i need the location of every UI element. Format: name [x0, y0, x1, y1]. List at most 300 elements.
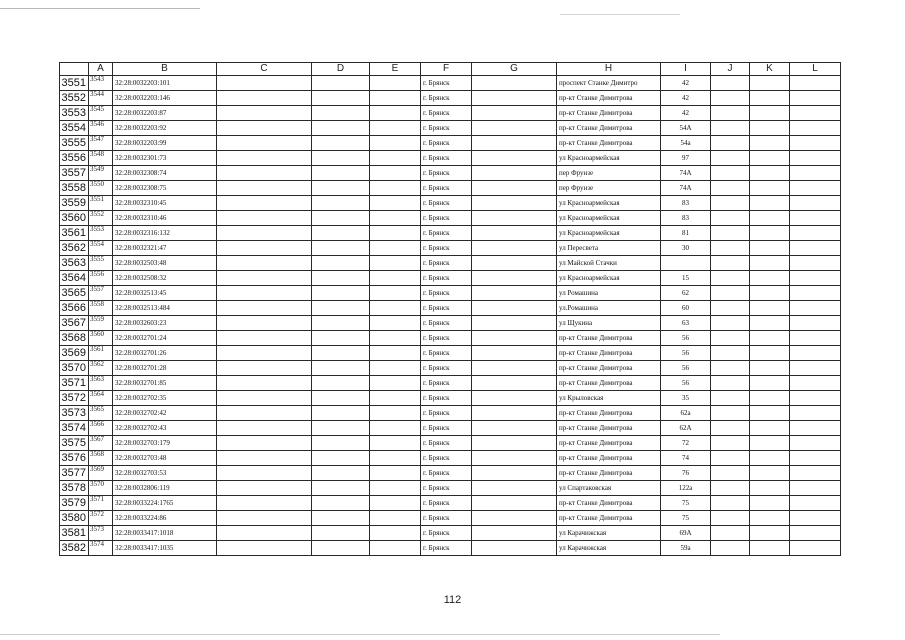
- cell-k[interactable]: [750, 301, 790, 316]
- cell-k[interactable]: [750, 346, 790, 361]
- cell-l[interactable]: [790, 481, 841, 496]
- cell-b[interactable]: 32:28:0032310:45: [113, 196, 217, 211]
- cell-a[interactable]: 3572: [89, 511, 113, 526]
- cell-e[interactable]: [370, 376, 421, 391]
- cell-f[interactable]: г. Брянск: [421, 166, 472, 181]
- cell-a[interactable]: 3551: [89, 196, 113, 211]
- cell-f[interactable]: г. Брянск: [421, 301, 472, 316]
- column-header-a[interactable]: A: [89, 63, 113, 76]
- cell-d[interactable]: [312, 256, 370, 271]
- cell-g[interactable]: [472, 241, 557, 256]
- cell-k[interactable]: [750, 481, 790, 496]
- row-number[interactable]: 3552: [60, 91, 89, 106]
- cell-b[interactable]: 32:28:0032308:75: [113, 181, 217, 196]
- cell-d[interactable]: [312, 331, 370, 346]
- cell-i[interactable]: 74А: [661, 166, 711, 181]
- cell-a[interactable]: 3543: [89, 76, 113, 91]
- column-header-d[interactable]: D: [312, 63, 370, 76]
- cell-d[interactable]: [312, 211, 370, 226]
- cell-h[interactable]: пр-кт Станке Димитрова: [557, 421, 661, 436]
- cell-c[interactable]: [217, 256, 312, 271]
- cell-b[interactable]: 32:28:0033224:86: [113, 511, 217, 526]
- cell-j[interactable]: [711, 181, 750, 196]
- cell-e[interactable]: [370, 256, 421, 271]
- cell-a[interactable]: 3549: [89, 166, 113, 181]
- row-number[interactable]: 3566: [60, 301, 89, 316]
- cell-e[interactable]: [370, 406, 421, 421]
- cell-j[interactable]: [711, 256, 750, 271]
- cell-a[interactable]: 3569: [89, 466, 113, 481]
- cell-i[interactable]: 83: [661, 211, 711, 226]
- cell-e[interactable]: [370, 181, 421, 196]
- cell-j[interactable]: [711, 466, 750, 481]
- row-number[interactable]: 3581: [60, 526, 89, 541]
- cell-d[interactable]: [312, 286, 370, 301]
- row-number[interactable]: 3571: [60, 376, 89, 391]
- cell-l[interactable]: [790, 211, 841, 226]
- cell-c[interactable]: [217, 151, 312, 166]
- cell-a[interactable]: 3558: [89, 301, 113, 316]
- cell-f[interactable]: г. Брянск: [421, 541, 472, 556]
- cell-h[interactable]: ул Ромашина: [557, 286, 661, 301]
- cell-d[interactable]: [312, 421, 370, 436]
- cell-e[interactable]: [370, 466, 421, 481]
- cell-d[interactable]: [312, 406, 370, 421]
- cell-c[interactable]: [217, 121, 312, 136]
- cell-c[interactable]: [217, 226, 312, 241]
- row-number[interactable]: 3559: [60, 196, 89, 211]
- cell-e[interactable]: [370, 451, 421, 466]
- cell-d[interactable]: [312, 391, 370, 406]
- cell-g[interactable]: [472, 346, 557, 361]
- cell-f[interactable]: г. Брянск: [421, 496, 472, 511]
- cell-i[interactable]: 35: [661, 391, 711, 406]
- cell-g[interactable]: [472, 196, 557, 211]
- cell-a[interactable]: 3550: [89, 181, 113, 196]
- cell-b[interactable]: 32:28:0032806:119: [113, 481, 217, 496]
- cell-a[interactable]: 3565: [89, 406, 113, 421]
- cell-f[interactable]: г. Брянск: [421, 76, 472, 91]
- cell-j[interactable]: [711, 316, 750, 331]
- cell-g[interactable]: [472, 421, 557, 436]
- cell-i[interactable]: 72: [661, 436, 711, 451]
- cell-j[interactable]: [711, 511, 750, 526]
- cell-b[interactable]: 32:28:0032203:99: [113, 136, 217, 151]
- column-header-g[interactable]: G: [472, 63, 557, 76]
- cell-l[interactable]: [790, 361, 841, 376]
- cell-k[interactable]: [750, 106, 790, 121]
- cell-i[interactable]: 62а: [661, 406, 711, 421]
- cell-a[interactable]: 3568: [89, 451, 113, 466]
- cell-k[interactable]: [750, 211, 790, 226]
- cell-f[interactable]: г. Брянск: [421, 106, 472, 121]
- cell-k[interactable]: [750, 196, 790, 211]
- cell-l[interactable]: [790, 121, 841, 136]
- cell-i[interactable]: 62: [661, 286, 711, 301]
- cell-d[interactable]: [312, 496, 370, 511]
- cell-a[interactable]: 3561: [89, 346, 113, 361]
- cell-l[interactable]: [790, 331, 841, 346]
- cell-d[interactable]: [312, 196, 370, 211]
- cell-h[interactable]: пр-кт Станке Димитрова: [557, 406, 661, 421]
- cell-i[interactable]: 15: [661, 271, 711, 286]
- cell-l[interactable]: [790, 436, 841, 451]
- cell-d[interactable]: [312, 361, 370, 376]
- cell-c[interactable]: [217, 406, 312, 421]
- row-number[interactable]: 3551: [60, 76, 89, 91]
- cell-f[interactable]: г. Брянск: [421, 481, 472, 496]
- cell-d[interactable]: [312, 136, 370, 151]
- cell-c[interactable]: [217, 541, 312, 556]
- cell-h[interactable]: пр-кт Станке Димитрова: [557, 511, 661, 526]
- cell-l[interactable]: [790, 136, 841, 151]
- cell-g[interactable]: [472, 211, 557, 226]
- cell-k[interactable]: [750, 526, 790, 541]
- cell-e[interactable]: [370, 436, 421, 451]
- cell-k[interactable]: [750, 136, 790, 151]
- cell-j[interactable]: [711, 196, 750, 211]
- cell-b[interactable]: 32:28:0032308:74: [113, 166, 217, 181]
- cell-d[interactable]: [312, 466, 370, 481]
- cell-j[interactable]: [711, 406, 750, 421]
- cell-b[interactable]: 32:28:0032203:101: [113, 76, 217, 91]
- cell-k[interactable]: [750, 391, 790, 406]
- cell-i[interactable]: 42: [661, 91, 711, 106]
- cell-c[interactable]: [217, 106, 312, 121]
- cell-j[interactable]: [711, 166, 750, 181]
- cell-a[interactable]: 3573: [89, 526, 113, 541]
- cell-d[interactable]: [312, 316, 370, 331]
- cell-h[interactable]: ул Щукина: [557, 316, 661, 331]
- cell-l[interactable]: [790, 76, 841, 91]
- cell-d[interactable]: [312, 121, 370, 136]
- cell-c[interactable]: [217, 91, 312, 106]
- cell-l[interactable]: [790, 196, 841, 211]
- cell-h[interactable]: пр-кт Станке Димитрова: [557, 331, 661, 346]
- cell-a[interactable]: 3570: [89, 481, 113, 496]
- cell-g[interactable]: [472, 511, 557, 526]
- cell-e[interactable]: [370, 346, 421, 361]
- row-number[interactable]: 3572: [60, 391, 89, 406]
- cell-h[interactable]: пр-кт Станке Димитрова: [557, 436, 661, 451]
- cell-g[interactable]: [472, 301, 557, 316]
- corner-cell[interactable]: [60, 63, 89, 76]
- cell-b[interactable]: 32:28:0032702:35: [113, 391, 217, 406]
- cell-e[interactable]: [370, 121, 421, 136]
- cell-f[interactable]: г. Брянск: [421, 91, 472, 106]
- cell-j[interactable]: [711, 286, 750, 301]
- cell-a[interactable]: 3545: [89, 106, 113, 121]
- cell-a[interactable]: 3564: [89, 391, 113, 406]
- cell-a[interactable]: 3546: [89, 121, 113, 136]
- cell-j[interactable]: [711, 496, 750, 511]
- cell-d[interactable]: [312, 151, 370, 166]
- cell-f[interactable]: г. Брянск: [421, 436, 472, 451]
- cell-g[interactable]: [472, 121, 557, 136]
- cell-l[interactable]: [790, 271, 841, 286]
- cell-i[interactable]: 76: [661, 466, 711, 481]
- cell-f[interactable]: г. Брянск: [421, 466, 472, 481]
- cell-f[interactable]: г. Брянск: [421, 181, 472, 196]
- cell-b[interactable]: 32:28:0032310:46: [113, 211, 217, 226]
- cell-i[interactable]: 56: [661, 346, 711, 361]
- cell-j[interactable]: [711, 346, 750, 361]
- cell-i[interactable]: 42: [661, 76, 711, 91]
- cell-i[interactable]: [661, 256, 711, 271]
- row-number[interactable]: 3576: [60, 451, 89, 466]
- cell-a[interactable]: 3557: [89, 286, 113, 301]
- cell-k[interactable]: [750, 271, 790, 286]
- cell-c[interactable]: [217, 391, 312, 406]
- cell-h[interactable]: пр-кт Станке Димитрова: [557, 136, 661, 151]
- row-number[interactable]: 3575: [60, 436, 89, 451]
- cell-g[interactable]: [472, 181, 557, 196]
- cell-l[interactable]: [790, 316, 841, 331]
- cell-f[interactable]: г. Брянск: [421, 196, 472, 211]
- cell-l[interactable]: [790, 166, 841, 181]
- cell-e[interactable]: [370, 481, 421, 496]
- cell-j[interactable]: [711, 241, 750, 256]
- cell-k[interactable]: [750, 166, 790, 181]
- cell-h[interactable]: ул Спартаковская: [557, 481, 661, 496]
- cell-k[interactable]: [750, 541, 790, 556]
- cell-l[interactable]: [790, 301, 841, 316]
- cell-b[interactable]: 32:28:0032702:42: [113, 406, 217, 421]
- cell-k[interactable]: [750, 121, 790, 136]
- cell-k[interactable]: [750, 496, 790, 511]
- cell-j[interactable]: [711, 481, 750, 496]
- cell-c[interactable]: [217, 346, 312, 361]
- row-number[interactable]: 3573: [60, 406, 89, 421]
- cell-l[interactable]: [790, 511, 841, 526]
- cell-l[interactable]: [790, 106, 841, 121]
- cell-b[interactable]: 32:28:0032603:23: [113, 316, 217, 331]
- cell-d[interactable]: [312, 436, 370, 451]
- row-number[interactable]: 3564: [60, 271, 89, 286]
- cell-d[interactable]: [312, 301, 370, 316]
- cell-l[interactable]: [790, 286, 841, 301]
- cell-g[interactable]: [472, 136, 557, 151]
- cell-c[interactable]: [217, 331, 312, 346]
- cell-i[interactable]: 54а: [661, 136, 711, 151]
- cell-g[interactable]: [472, 361, 557, 376]
- column-header-j[interactable]: J: [711, 63, 750, 76]
- cell-i[interactable]: 59а: [661, 541, 711, 556]
- cell-j[interactable]: [711, 211, 750, 226]
- cell-j[interactable]: [711, 226, 750, 241]
- cell-e[interactable]: [370, 226, 421, 241]
- column-header-l[interactable]: L: [790, 63, 841, 76]
- cell-l[interactable]: [790, 226, 841, 241]
- cell-c[interactable]: [217, 496, 312, 511]
- cell-g[interactable]: [472, 466, 557, 481]
- cell-h[interactable]: ул.Ромашина: [557, 301, 661, 316]
- cell-b[interactable]: 32:28:0032316:132: [113, 226, 217, 241]
- cell-l[interactable]: [790, 391, 841, 406]
- cell-l[interactable]: [790, 541, 841, 556]
- cell-k[interactable]: [750, 421, 790, 436]
- cell-d[interactable]: [312, 91, 370, 106]
- cell-c[interactable]: [217, 361, 312, 376]
- cell-b[interactable]: 32:28:0032701:85: [113, 376, 217, 391]
- cell-i[interactable]: 74: [661, 451, 711, 466]
- cell-e[interactable]: [370, 91, 421, 106]
- cell-g[interactable]: [472, 166, 557, 181]
- cell-c[interactable]: [217, 76, 312, 91]
- cell-d[interactable]: [312, 481, 370, 496]
- cell-d[interactable]: [312, 526, 370, 541]
- cell-h[interactable]: ул Крыловская: [557, 391, 661, 406]
- cell-k[interactable]: [750, 511, 790, 526]
- cell-j[interactable]: [711, 376, 750, 391]
- cell-f[interactable]: г. Брянск: [421, 286, 472, 301]
- cell-d[interactable]: [312, 226, 370, 241]
- row-number[interactable]: 3561: [60, 226, 89, 241]
- cell-h[interactable]: пр-кт Станке Димитрова: [557, 466, 661, 481]
- cell-h[interactable]: пр-кт Станке Димитрова: [557, 376, 661, 391]
- cell-h[interactable]: пер Фрунзе: [557, 181, 661, 196]
- cell-h[interactable]: пр-кт Станке Димитрова: [557, 451, 661, 466]
- cell-g[interactable]: [472, 481, 557, 496]
- cell-f[interactable]: г. Брянск: [421, 406, 472, 421]
- cell-h[interactable]: ул Красноармейская: [557, 226, 661, 241]
- cell-g[interactable]: [472, 91, 557, 106]
- cell-k[interactable]: [750, 451, 790, 466]
- cell-k[interactable]: [750, 286, 790, 301]
- cell-j[interactable]: [711, 451, 750, 466]
- row-number[interactable]: 3557: [60, 166, 89, 181]
- cell-c[interactable]: [217, 136, 312, 151]
- cell-e[interactable]: [370, 166, 421, 181]
- cell-j[interactable]: [711, 526, 750, 541]
- cell-f[interactable]: г. Брянск: [421, 331, 472, 346]
- cell-k[interactable]: [750, 331, 790, 346]
- row-number[interactable]: 3567: [60, 316, 89, 331]
- cell-c[interactable]: [217, 436, 312, 451]
- cell-l[interactable]: [790, 526, 841, 541]
- cell-e[interactable]: [370, 196, 421, 211]
- cell-b[interactable]: 32:28:0032203:92: [113, 121, 217, 136]
- cell-b[interactable]: 32:28:0032508:32: [113, 271, 217, 286]
- cell-g[interactable]: [472, 271, 557, 286]
- cell-l[interactable]: [790, 406, 841, 421]
- cell-g[interactable]: [472, 526, 557, 541]
- cell-a[interactable]: 3544: [89, 91, 113, 106]
- cell-d[interactable]: [312, 106, 370, 121]
- cell-a[interactable]: 3563: [89, 376, 113, 391]
- cell-l[interactable]: [790, 451, 841, 466]
- cell-h[interactable]: ул Красноармейская: [557, 211, 661, 226]
- cell-f[interactable]: г. Брянск: [421, 211, 472, 226]
- cell-h[interactable]: ул Красноармейская: [557, 196, 661, 211]
- cell-j[interactable]: [711, 331, 750, 346]
- cell-a[interactable]: 3555: [89, 256, 113, 271]
- cell-e[interactable]: [370, 106, 421, 121]
- cell-l[interactable]: [790, 181, 841, 196]
- cell-g[interactable]: [472, 286, 557, 301]
- row-number[interactable]: 3582: [60, 541, 89, 556]
- cell-h[interactable]: ул Красноармейская: [557, 151, 661, 166]
- cell-a[interactable]: 3547: [89, 136, 113, 151]
- cell-h[interactable]: пер Фрунзе: [557, 166, 661, 181]
- cell-f[interactable]: г. Брянск: [421, 511, 472, 526]
- column-header-f[interactable]: F: [421, 63, 472, 76]
- cell-e[interactable]: [370, 526, 421, 541]
- cell-e[interactable]: [370, 331, 421, 346]
- cell-j[interactable]: [711, 151, 750, 166]
- cell-c[interactable]: [217, 481, 312, 496]
- cell-b[interactable]: 32:28:0033224:1765: [113, 496, 217, 511]
- cell-e[interactable]: [370, 211, 421, 226]
- cell-e[interactable]: [370, 316, 421, 331]
- cell-c[interactable]: [217, 511, 312, 526]
- cell-f[interactable]: г. Брянск: [421, 226, 472, 241]
- row-number[interactable]: 3570: [60, 361, 89, 376]
- cell-e[interactable]: [370, 361, 421, 376]
- cell-e[interactable]: [370, 391, 421, 406]
- cell-a[interactable]: 3556: [89, 271, 113, 286]
- cell-g[interactable]: [472, 376, 557, 391]
- row-number[interactable]: 3579: [60, 496, 89, 511]
- cell-b[interactable]: 32:28:0032703:53: [113, 466, 217, 481]
- cell-d[interactable]: [312, 181, 370, 196]
- cell-k[interactable]: [750, 376, 790, 391]
- cell-d[interactable]: [312, 166, 370, 181]
- row-number[interactable]: 3580: [60, 511, 89, 526]
- cell-k[interactable]: [750, 241, 790, 256]
- cell-i[interactable]: 69А: [661, 526, 711, 541]
- cell-a[interactable]: 3562: [89, 361, 113, 376]
- cell-k[interactable]: [750, 466, 790, 481]
- cell-k[interactable]: [750, 151, 790, 166]
- cell-j[interactable]: [711, 136, 750, 151]
- cell-b[interactable]: 32:28:0032513:45: [113, 286, 217, 301]
- cell-f[interactable]: г. Брянск: [421, 421, 472, 436]
- cell-g[interactable]: [472, 391, 557, 406]
- cell-b[interactable]: 32:28:0032703:179: [113, 436, 217, 451]
- cell-i[interactable]: 54А: [661, 121, 711, 136]
- cell-b[interactable]: 32:28:0032321:47: [113, 241, 217, 256]
- cell-i[interactable]: 74А: [661, 181, 711, 196]
- cell-j[interactable]: [711, 361, 750, 376]
- row-number[interactable]: 3565: [60, 286, 89, 301]
- cell-j[interactable]: [711, 436, 750, 451]
- cell-b[interactable]: 32:28:0032503:48: [113, 256, 217, 271]
- cell-c[interactable]: [217, 166, 312, 181]
- cell-i[interactable]: 83: [661, 196, 711, 211]
- cell-l[interactable]: [790, 466, 841, 481]
- cell-i[interactable]: 81: [661, 226, 711, 241]
- cell-k[interactable]: [750, 76, 790, 91]
- cell-e[interactable]: [370, 286, 421, 301]
- cell-c[interactable]: [217, 316, 312, 331]
- cell-h[interactable]: пр-кт Станке Димитрова: [557, 496, 661, 511]
- cell-d[interactable]: [312, 241, 370, 256]
- cell-f[interactable]: г. Брянск: [421, 256, 472, 271]
- cell-j[interactable]: [711, 301, 750, 316]
- cell-b[interactable]: 32:28:0032703:48: [113, 451, 217, 466]
- cell-l[interactable]: [790, 241, 841, 256]
- cell-f[interactable]: г. Брянск: [421, 151, 472, 166]
- cell-i[interactable]: 62А: [661, 421, 711, 436]
- cell-f[interactable]: г. Брянск: [421, 271, 472, 286]
- cell-f[interactable]: г. Брянск: [421, 526, 472, 541]
- cell-h[interactable]: ул Карачижская: [557, 526, 661, 541]
- cell-f[interactable]: г. Брянск: [421, 316, 472, 331]
- row-number[interactable]: 3578: [60, 481, 89, 496]
- cell-g[interactable]: [472, 436, 557, 451]
- cell-b[interactable]: 32:28:0032513:484: [113, 301, 217, 316]
